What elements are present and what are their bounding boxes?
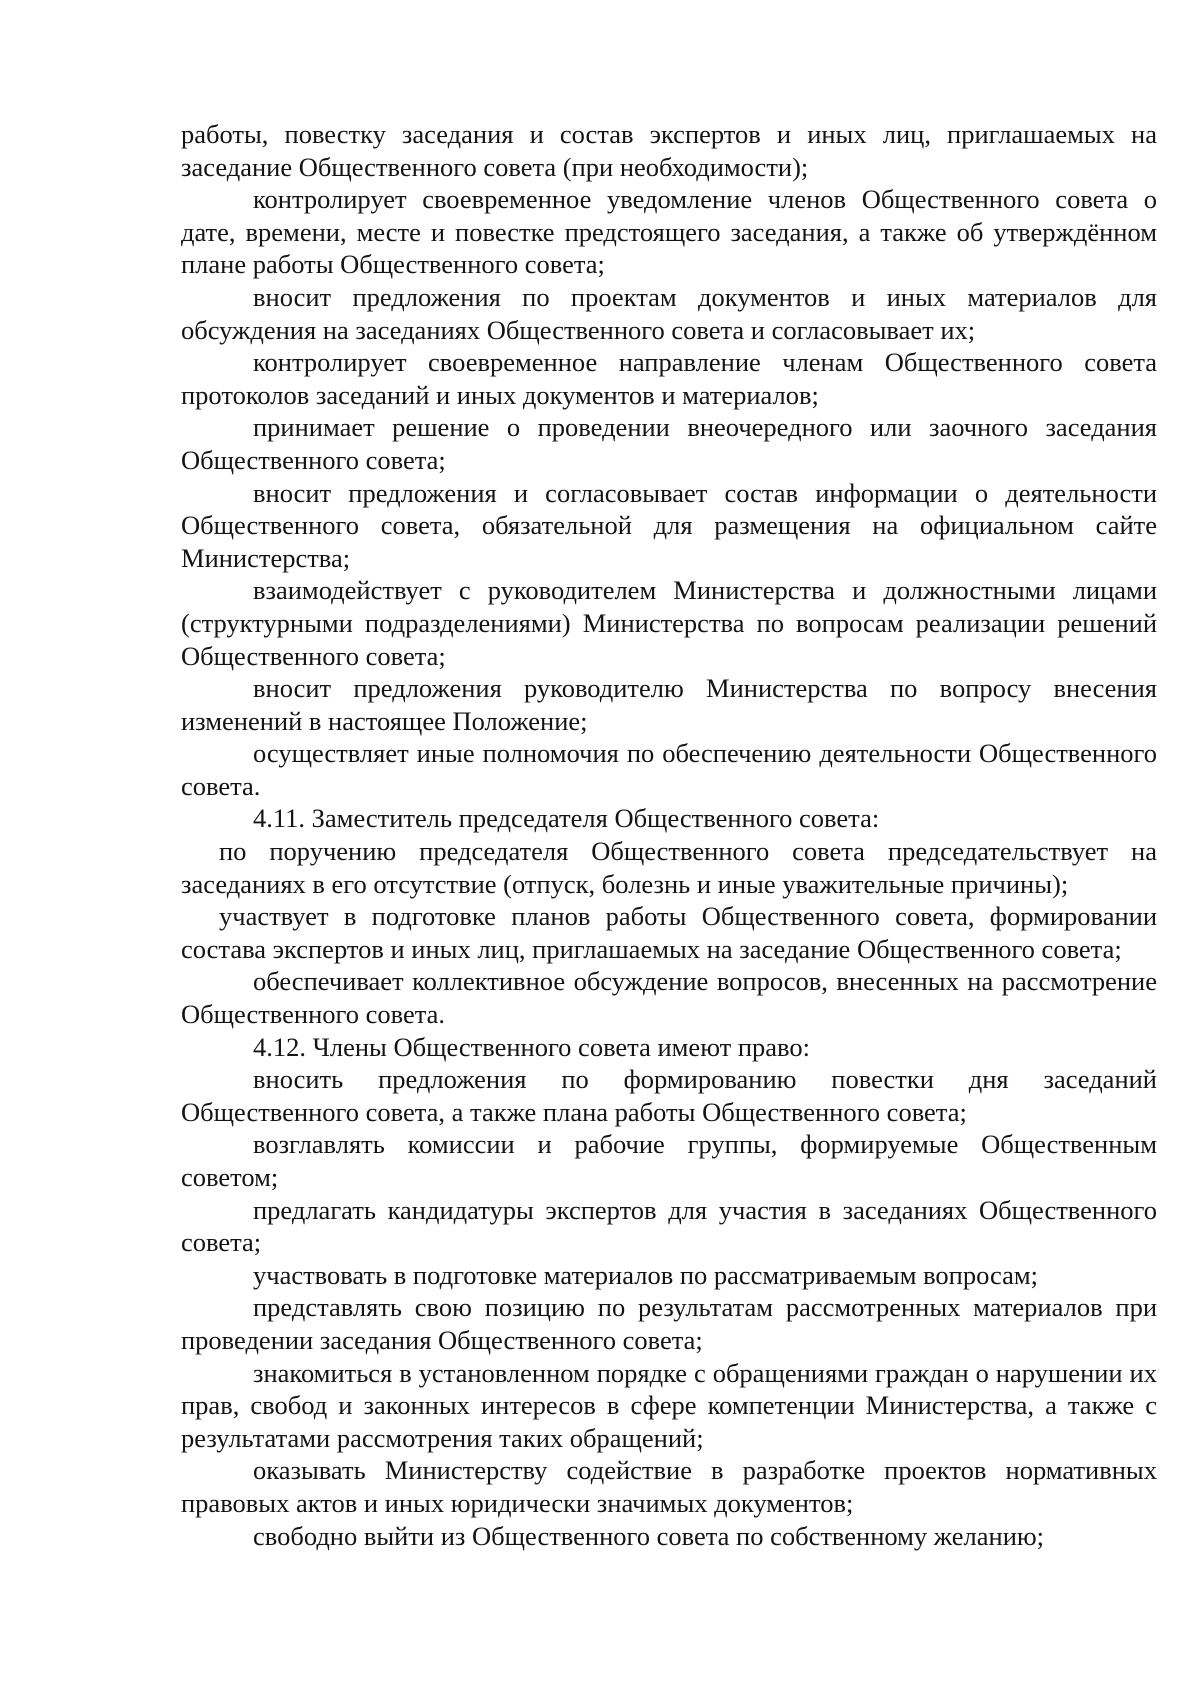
paragraph-deputy-chairing: по поручению председателя Общественного совета председательствует на заседаниях в его отсутствие (отпуск, болезнь и иные уважительные причины); bbox=[181, 836, 1157, 899]
paragraph-agenda-proposals: вносить предложения по формированию повестки дня заседаний Общественного совета, а также плана работы Общественного совета; bbox=[181, 1064, 1157, 1127]
paragraph-document-proposals: вносит предложения по проектам документов и иных материалов для обсуждения на заседаниях Общественного совета и согласовывает их; bbox=[181, 281, 1157, 345]
section-heading-4-12: 4.12. Члены Общественного совета имеют право: bbox=[253, 1031, 810, 1062]
paragraph-citizen-appeals: знакомиться в установленном порядке с обращениями граждан о нарушении их прав, свобод и законных интересов в сфере компетенции Министерства, а также с результатами рассмотрения таких обращений; bbox=[181, 1357, 1157, 1453]
paragraph-present-position: представлять свою позицию по результатам рассмотренных материалов при проведении заседания Общественного совета; bbox=[181, 1292, 1157, 1355]
paragraph-legal-drafting: оказывать Министерству содействие в разработке проектов нормативных правовых актов и иных юридически значимых документов; bbox=[181, 1455, 1157, 1518]
paragraph-deputy-planning: участвует в подготовке планов работы Общественного совета, формировании состава экспертов и иных лиц, приглашаемых на заседание Общественного совета; bbox=[181, 901, 1157, 964]
paragraph-interaction: взаимодействует с руководителем Министерства и должностными лицами (структурными подразделениями) Министерства по вопросам реализации решений Общественного совета; bbox=[181, 575, 1157, 671]
paragraph-commissions: возглавлять комиссии и рабочие группы, формируемые Общественным советом; bbox=[181, 1129, 1157, 1192]
paragraph-expert-candidates: предлагать кандидатуры экспертов для участия в заседаниях Общественного совета; bbox=[181, 1194, 1157, 1258]
section-heading-4-11: 4.11. Заместитель председателя Общественного совета: bbox=[253, 803, 880, 834]
document-body bbox=[181, 118, 1157, 1552]
paragraph-other-powers: осуществляет иные полномочия по обеспечению деятельности Общественного совета. bbox=[181, 738, 1157, 801]
paragraph-amendment-proposals: вносит предложения руководителю Министерства по вопросу внесения изменений в настоящее Положение; bbox=[181, 673, 1157, 736]
paragraph-continuation: работы, повестку заседания и состав экспертов и иных лиц, приглашаемых на заседание Общественного совета (при необходимости); bbox=[181, 119, 1157, 182]
paragraph-material-preparation: участвовать в подготовке материалов по рассматриваемым вопросам; bbox=[253, 1259, 1038, 1290]
paragraph-website-information: вносит предложения и согласовывает состав информации о деятельности Общественного совета, обязательной для размещения на официальном сайте Министерства; bbox=[181, 477, 1157, 573]
paragraph-protocol-control: контролирует своевременное направление членам Общественного совета протоколов заседаний и иных документов и материалов; bbox=[181, 347, 1157, 410]
paragraph-voluntary-exit: свободно выйти из Общественного совета по собственному желанию; bbox=[253, 1520, 1045, 1551]
paragraph-extraordinary-meeting: принимает решение о проведении внеочередного или заочного заседания Общественного совета; bbox=[181, 412, 1157, 475]
paragraph-collective-discussion: обеспечивает коллективное обсуждение вопросов, внесенных на рассмотрение Общественного совета. bbox=[181, 966, 1157, 1030]
paragraph-notification-control: контролирует своевременное уведомление членов Общественного совета о дате, времени, месте и повестке предстоящего заседания, а также об утверждённом плане работы Общественного совета; bbox=[181, 184, 1157, 280]
